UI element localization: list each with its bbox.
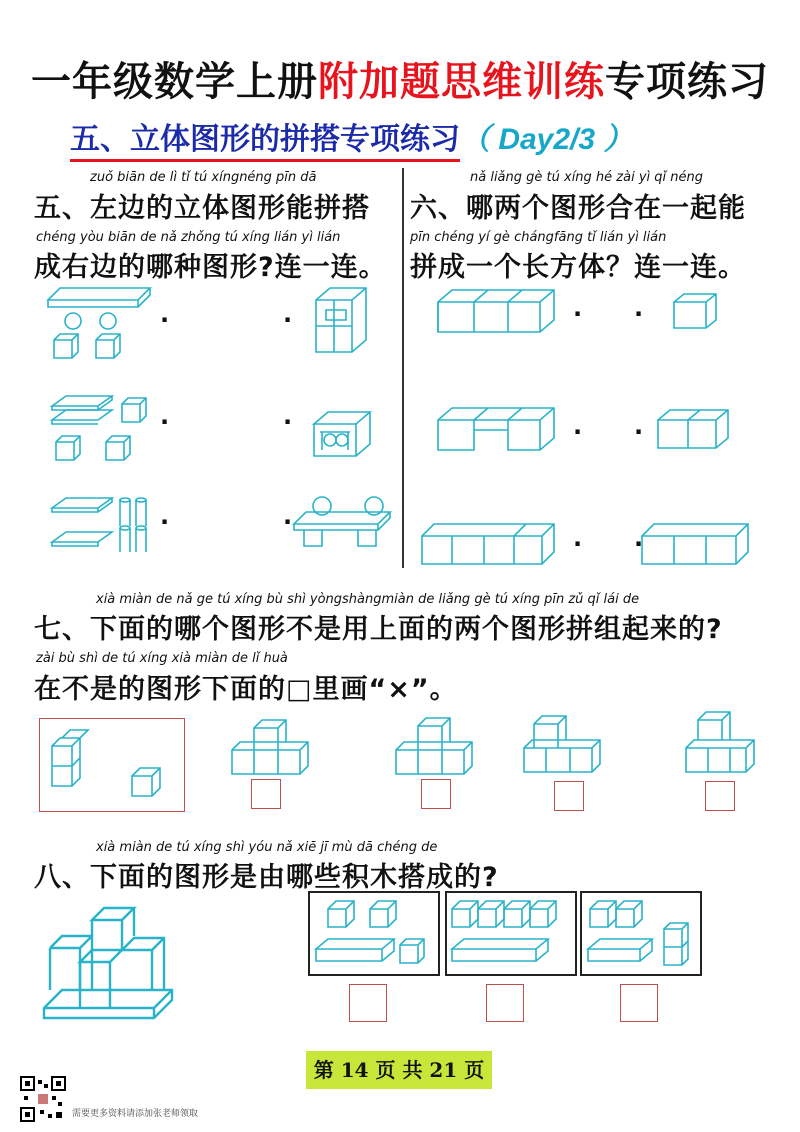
q6-dot-l3[interactable]: · bbox=[573, 530, 583, 558]
q8-option-shapes bbox=[308, 891, 700, 973]
q5-dot-l2[interactable]: · bbox=[160, 408, 170, 436]
q7-line-1: 七、下面的哪个图形不是用上面的两个图形拼组起来的? bbox=[34, 614, 723, 645]
q6-row1-right-shape bbox=[674, 294, 716, 328]
q7-pinyin-1: xià miàn de nǎ ge tú xíng bù shì yòngshàngmiàn de liǎng gè tú xíng pīn zǔ qǐ lái de bbox=[96, 592, 640, 607]
section-subtitle bbox=[70, 114, 633, 158]
q5-line-1: 五、左边的立体图形能拼搭 bbox=[34, 193, 370, 224]
q5-pinyin-1: zuǒ biān de lì tǐ tú xíngnéng pīn dā bbox=[90, 170, 317, 185]
q7-option-4 bbox=[686, 712, 754, 772]
q6-pinyin-1: nǎ liǎng gè tú xíng hé zài yì qǐ néng bbox=[470, 170, 703, 185]
q7-answer-box-1[interactable] bbox=[251, 779, 281, 809]
q7-pinyin-2: zài bù shì de tú xíng xià miàn de lǐ huà bbox=[36, 651, 288, 666]
q7-figures bbox=[40, 700, 780, 820]
q8-option-3-shapes bbox=[588, 901, 688, 965]
q5-row3-left-shapes bbox=[52, 498, 146, 552]
page-indicator: 第 14 页 共 21 页 bbox=[306, 1051, 492, 1089]
q5-dot-r2[interactable]: · bbox=[283, 408, 293, 436]
title-part3: 专项练习 bbox=[605, 59, 769, 105]
q6-row2-left-shape bbox=[438, 408, 554, 450]
q5-dot-r1[interactable]: · bbox=[283, 306, 293, 334]
q8-answer-box-1[interactable] bbox=[349, 984, 387, 1022]
q6-line-1: 六、哪两个图形合在一起能 bbox=[410, 193, 746, 224]
q8-line-1: 八、下面的图形是由哪些积木搭成的? bbox=[34, 862, 499, 893]
q8-option-1-shapes bbox=[316, 901, 424, 963]
q8-pinyin-1: xià miàn de tú xíng shì yóu nǎ xiē jī mù dā chéng de bbox=[96, 840, 438, 855]
q5-pinyin-2: chéng yòu biān de nǎ zhǒng tú xíng lián yì lián bbox=[36, 230, 341, 245]
q7-answer-box-4[interactable] bbox=[705, 781, 735, 811]
q5-row1-left-shapes bbox=[48, 288, 150, 358]
q7-answer-box-3[interactable] bbox=[554, 781, 584, 811]
q5-figures bbox=[40, 280, 400, 570]
q8-answer-box-3[interactable] bbox=[620, 984, 658, 1022]
q6-pinyin-2: pīn chéng yí gè chángfāng tǐ lián yì lián bbox=[410, 230, 667, 245]
q5-row2-right-shape bbox=[314, 412, 370, 456]
q5-dot-r3[interactable]: · bbox=[283, 508, 293, 536]
q7-option-3 bbox=[524, 716, 600, 772]
subtitle-day: （ Day2/3 ） bbox=[460, 123, 634, 156]
q6-row3-right-shape bbox=[642, 524, 748, 564]
q5-row3-right-shape bbox=[294, 497, 390, 546]
q8-answer-box-2[interactable] bbox=[486, 984, 524, 1022]
q6-row2-right-shape bbox=[658, 410, 728, 448]
q6-dot-l1[interactable]: · bbox=[573, 300, 583, 328]
q6-row1-left-shape bbox=[438, 290, 554, 332]
q5-dot-l1[interactable]: · bbox=[160, 306, 170, 334]
q5-row1-right-shape bbox=[316, 288, 366, 352]
q6-dot-r3[interactable]: · bbox=[634, 530, 644, 558]
title-part2: 附加题思维训练 bbox=[318, 59, 605, 105]
q7-option-1 bbox=[232, 720, 308, 774]
q7-reference-shape-a bbox=[52, 730, 88, 786]
q6-dot-r1[interactable]: · bbox=[634, 300, 644, 328]
q6-dot-r2[interactable]: · bbox=[634, 418, 644, 446]
column-divider bbox=[402, 168, 404, 568]
q5-dot-l3[interactable]: · bbox=[160, 508, 170, 536]
q7-reference-shape-b bbox=[132, 768, 160, 796]
q8-option-2-shapes bbox=[452, 901, 556, 961]
q6-dot-l2[interactable]: · bbox=[573, 418, 583, 446]
qr-code-icon bbox=[20, 1076, 66, 1122]
q7-line-2: 在不是的图形下面的□里画“×”。 bbox=[34, 674, 458, 705]
footer-note: 需要更多资料请添加张老师领取 bbox=[72, 1109, 199, 1119]
q5-line-2: 成右边的哪种图形?连一连。 bbox=[34, 252, 387, 283]
title-part1: 一年级数学上册 bbox=[31, 59, 318, 105]
q6-row3-left-shape bbox=[422, 524, 554, 564]
q8-main-structure bbox=[40, 890, 190, 1030]
q7-answer-box-2[interactable] bbox=[421, 779, 451, 809]
q5-row2-left-shapes bbox=[52, 396, 146, 460]
q6-line-2: 拼成一个长方体？连一连。 bbox=[410, 252, 746, 283]
q6-figures bbox=[410, 280, 770, 570]
subtitle-main: 五、立体图形的拼搭专项练习 bbox=[70, 122, 460, 162]
q7-option-2 bbox=[396, 718, 472, 774]
page-title bbox=[0, 50, 800, 107]
